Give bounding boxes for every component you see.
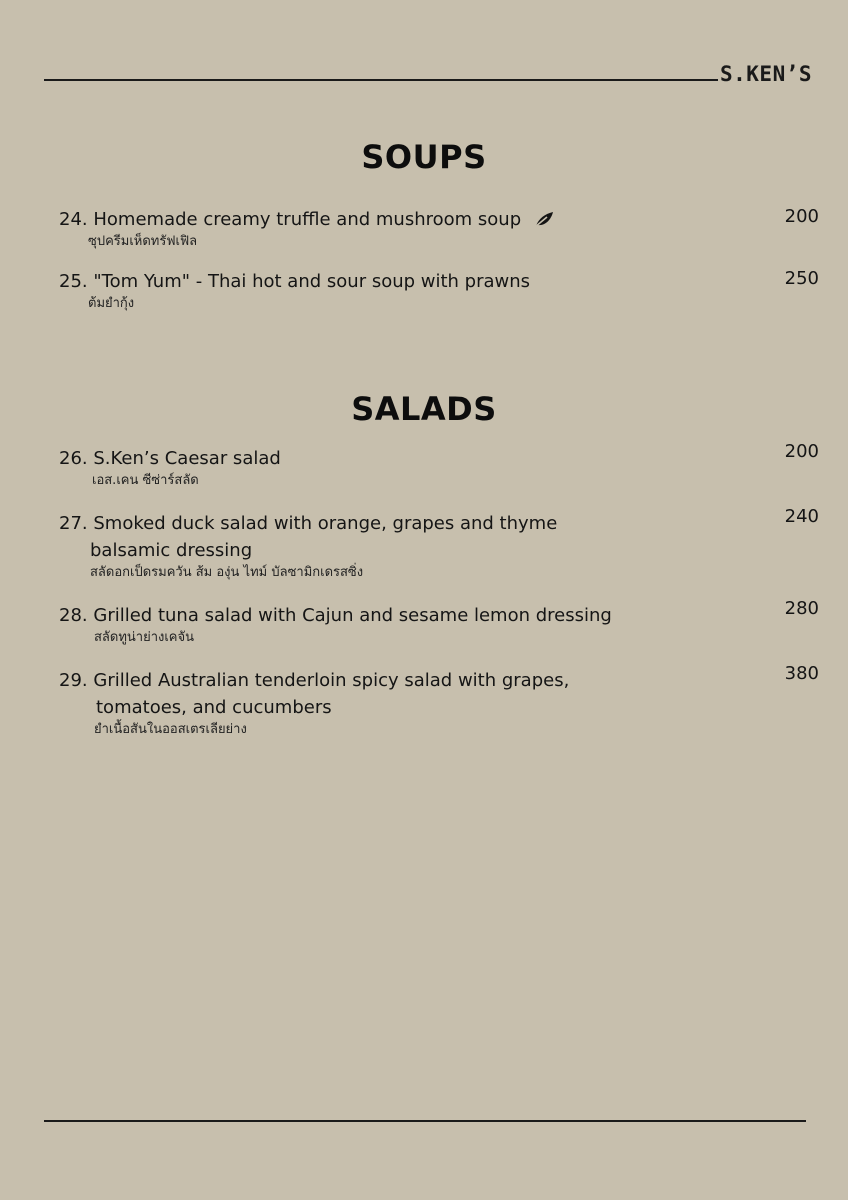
item-name: "Tom Yum" - Thai hot and sour soup with prawns xyxy=(93,271,531,292)
item-thai-name: สลัดอกเป็ดรมควัน ส้ม องุ่น ไทม์ บัลซามิกเดรสซิ่ง xyxy=(90,565,364,580)
item-number: 27. xyxy=(59,513,88,534)
item-thai-name: เอส.เคน ซีซ่าร์สลัด xyxy=(92,473,199,488)
item-price: 380 xyxy=(784,663,819,684)
item-name-continued: tomatoes, and cucumbers xyxy=(96,697,332,718)
soups-title: SOUPS xyxy=(361,138,487,176)
item-price: 240 xyxy=(784,506,819,527)
menu-item-25 xyxy=(59,268,819,313)
item-number: 26. xyxy=(59,448,88,469)
item-name: Grilled tuna salad with Cajun and sesame lemon dressing xyxy=(93,605,612,626)
item-name: S.Ken’s Caesar salad xyxy=(93,448,281,469)
item-number: 29. xyxy=(59,670,88,691)
item-thai-name: สลัดทูน่าย่างเคจัน xyxy=(94,630,195,645)
item-price: 280 xyxy=(784,598,819,619)
item-thai-name: ซุปครีมเห็ดทรัฟเฟิล xyxy=(88,234,198,249)
header-rule xyxy=(44,79,718,81)
item-name: Homemade creamy truffle and mushroom soup xyxy=(93,209,522,230)
item-number: 25. xyxy=(59,271,88,292)
menu-item-28 xyxy=(59,598,819,647)
brand-logo: S.KEN’S xyxy=(720,62,813,86)
item-name: Smoked duck salad with orange, grapes and thyme xyxy=(93,513,558,534)
leaf-icon xyxy=(533,210,555,228)
salads-title: SALADS xyxy=(351,390,497,428)
menu-item-24 xyxy=(59,206,819,251)
menu-item-26 xyxy=(59,441,819,490)
item-name-continued: balsamic dressing xyxy=(90,540,253,561)
item-number: 24. xyxy=(59,209,88,230)
item-price: 200 xyxy=(784,441,819,462)
item-price: 250 xyxy=(784,268,819,289)
footer-rule xyxy=(44,1120,806,1122)
item-thai-name: ยำเนื้อสันในออสเตรเลียย่าง xyxy=(94,722,247,737)
item-number: 28. xyxy=(59,605,88,626)
menu-item-29 xyxy=(59,663,819,739)
item-name: Grilled Australian tenderloin spicy salad with grapes, xyxy=(93,670,570,691)
item-thai-name: ต้มยำกุ้ง xyxy=(88,296,135,311)
menu-item-27 xyxy=(59,506,819,582)
item-price: 200 xyxy=(784,206,819,227)
